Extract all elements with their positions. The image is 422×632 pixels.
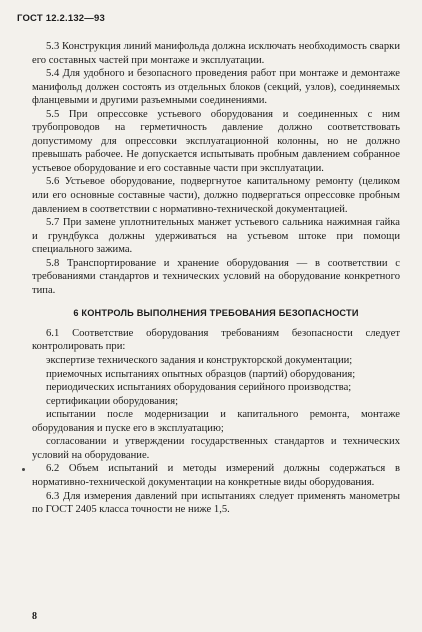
document-header: ГОСТ 12.2.132—93 — [17, 13, 105, 24]
list-item-acceptance-tests: приемочных испытаниях опытных образцов (партий) оборудования; — [46, 368, 356, 380]
document-body — [32, 40, 400, 517]
paragraph-5-6: 5.6 Устьевое оборудование, подвергнутое капитальному ремонту (целиком или его основные составные части), должно подвергаться опрессовке пробным давлением в соответствии с нормативно-технической документацией. — [32, 176, 400, 215]
paragraph-5-7: 5.7 При замене уплотнительных манжет устьевого сальника нажимная гайка и грундбукса должны удерживаться на устьевом штоке при помощи специального зажима. — [32, 217, 400, 256]
list-item-standards-approval: согласовании и утверждении государственных стандартов и технических условий на оборудование. — [32, 436, 400, 461]
paragraph-6-3: 6.3 Для измерения давлений при испытаниях следует применять манометры по ГОСТ 2405 класса точности не ниже 1,5. — [32, 490, 400, 516]
paragraph-5-5: 5.5 При опрессовке устьевого оборудования и соединенных с ним трубопроводов на герметичность давление должно соответствовать допустимому для опрессовки эксплуатационной колонны, но не должно превышать рабочее. Не допускается испытывать пробным давлением собранное устьевое оборудование и его составные части при эксплуатации. — [32, 108, 400, 174]
paragraph-6-1: 6.1 Соответствие оборудования требованиям безопасности следует контролировать при: — [32, 327, 400, 353]
list-item-periodic-tests: периодических испытаниях оборудования серийного производства; — [46, 382, 352, 394]
paragraph-5-3: 5.3 Конструкция линий манифольда должна исключать необходимость сварки его составных частей при монтаже и эксплуатации. — [32, 41, 400, 66]
list-item-modernization-tests: испытании после модернизации и капитального ремонта, монтаже оборудования и пуске его в эксплуатацию; — [32, 409, 400, 434]
list-item-expertise: экспертизе технического задания и конструкторской документации; — [46, 355, 353, 367]
paragraph-6-2: 6.2 Объем испытаний и методы измерений должны содержаться в нормативно-технической документации на конкретные виды оборудования. — [32, 463, 400, 488]
margin-mark — [22, 468, 25, 471]
list-item-certification: сертификации оборудования; — [46, 395, 179, 407]
page-number: 8 — [32, 611, 37, 622]
paragraph-5-8: 5.8 Транспортирование и хранение оборудования — в соответствии с требованиями стандартов и технических условий на оборудование конкретного типа. — [32, 257, 400, 296]
section-title: 6 КОНТРОЛЬ ВЫПОЛНЕНИЯ ТРЕБОВАНИЯ БЕЗОПАСНОСТИ — [73, 308, 359, 319]
paragraph-5-4: 5.4 Для удобного и безопасного проведения работ при монтаже и демонтаже манифольд должен состоять из отдельных блоков (секций, узлов), соединяемых фланцевыми и другими разъемными соединениями. — [32, 68, 400, 107]
